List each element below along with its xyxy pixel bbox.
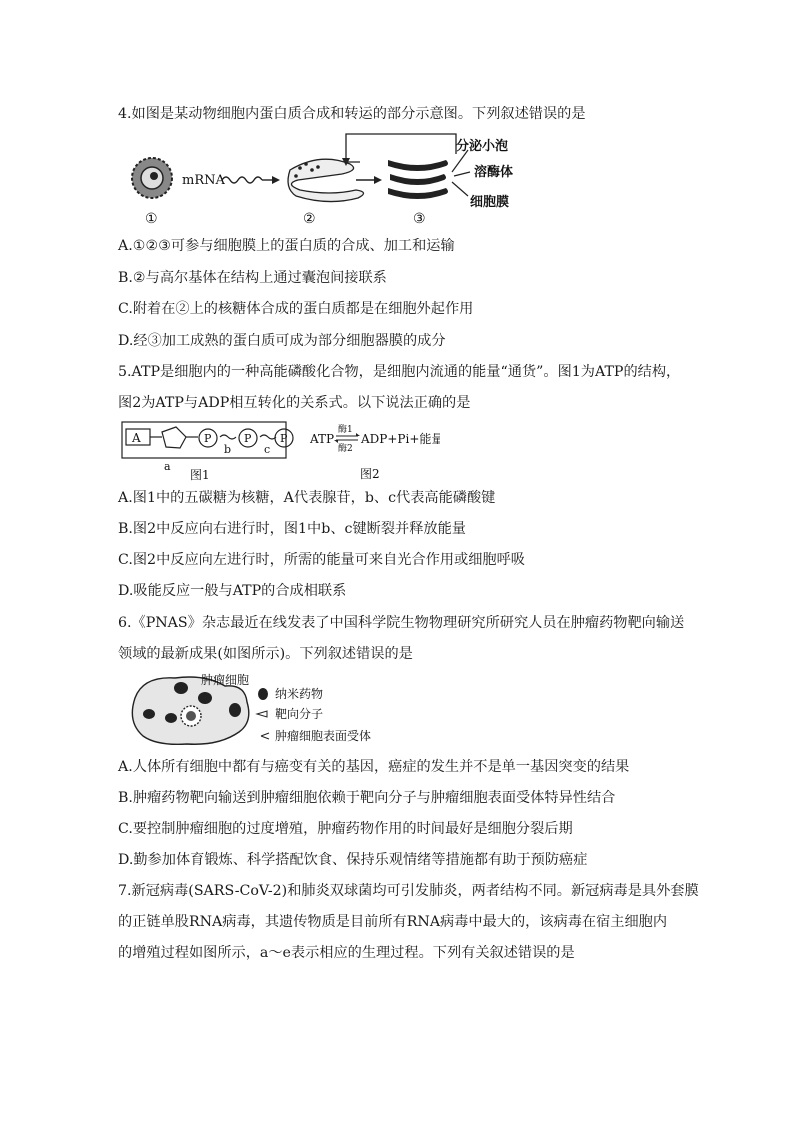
- q6-figure: [125, 668, 395, 750]
- q5-option-d: D.吸能反应一般与ATP的合成相联系: [118, 583, 347, 599]
- legend-receptor: 肿瘤细胞表面受体: [275, 729, 372, 743]
- q4-option-c: C.附着在②上的核糖体合成的蛋白质都是在细胞外起作用: [118, 301, 474, 317]
- phosphate-1: P: [204, 432, 212, 445]
- num-2: ②: [303, 211, 316, 227]
- q7-stem-line3: 的增殖过程如图所示，a～e表示相应的生理过程。下列有关叙述错误的是: [118, 945, 575, 961]
- q6-option-c: C.要控制肿瘤细胞的过度增殖，肿瘤药物作用的时间最好是细胞分裂后期: [118, 821, 573, 837]
- q4-stem: 4.如图是某动物细胞内蛋白质合成和转运的部分示意图。下列叙述错误的是: [118, 106, 586, 122]
- targeting-molecule-icon: [257, 711, 267, 717]
- q4-figure: [120, 130, 540, 230]
- num-1: ①: [145, 211, 158, 227]
- bond-c-label: c: [264, 443, 271, 456]
- q6-stem-line1: 6.《PNAS》杂志最近在线发表了中国科学院生物物理研究所研究人员在肿瘤药物靶向输送: [118, 615, 685, 631]
- q6-option-a: A.人体所有细胞中都有与癌变有关的基因，癌症的发生并不是单一基因突变的结果: [118, 759, 630, 775]
- q6-stem-line2: 领域的最新成果(如图所示)。下列叙述错误的是: [118, 646, 413, 662]
- q5-stem-line2: 图2为ATP与ADP相互转化的关系式。以下说法正确的是: [118, 395, 471, 411]
- ribose-pentagon-icon: [162, 427, 186, 448]
- q5-option-a: A.图1中的五碳糖为核糖，A代表腺苷，b、c代表高能磷酸键: [118, 490, 496, 506]
- legend-nanodrug: 纳米药物: [275, 687, 324, 701]
- q4-option-a: A.①②③可参与细胞膜上的蛋白质的合成、加工和运输: [118, 238, 455, 254]
- q5-option-b: B.图2中反应向右进行时，图1中b、c键断裂并释放能量: [118, 521, 466, 537]
- q6-option-d: D.勤参加体育锻炼、科学搭配饮食、保持乐观情绪等措施都有助于预防癌症: [118, 852, 588, 868]
- num-3: ③: [413, 211, 426, 227]
- golgi-apparatus-icon: [388, 160, 448, 199]
- eq-atp: ATP: [310, 432, 335, 446]
- legend-targeting: 靶向分子: [275, 707, 324, 721]
- enzyme1-label: 酶1: [338, 425, 353, 435]
- bond-a-label: a: [164, 460, 171, 473]
- phosphate-2: P: [244, 432, 252, 445]
- adenine-box: A: [132, 431, 141, 445]
- q7-stem-line2: 的正链单股RNA病毒，其遗传物质是目前所有RNA病毒中最大的，该病毒在宿主细胞内: [118, 914, 668, 930]
- q4-option-b: B.②与高尔基体在结构上通过囊泡间接联系: [118, 270, 387, 286]
- fig2-caption: 图2: [360, 467, 380, 481]
- q7-stem-line1: 7.新冠病毒(SARS-CoV-2)和肺炎双球菌均可引发肺炎，两者结构不同。新冠病毒是具外套膜: [118, 883, 699, 899]
- q5-option-c: C.图2中反应向左进行时，所需的能量可来自光合作用或细胞呼吸: [118, 552, 525, 568]
- q5-figure: [120, 420, 440, 482]
- q6-option-b: B.肿瘤药物靶向输送到肿瘤细胞依赖于靶向分子与肿瘤细胞表面受体特异性结合: [118, 790, 616, 806]
- q5-stem-line1: 5.ATP是细胞内的一种高能磷酸化合物，是细胞内流通的能量“通货”。图1为ATP的结构，: [118, 364, 681, 380]
- eq-products: ADP+Pi+能量: [361, 432, 440, 446]
- receptor-icon: [261, 733, 269, 739]
- enzyme2-label: 酶2: [338, 444, 353, 454]
- tumor-cell-label: 肿瘤细胞: [201, 673, 250, 687]
- label-cell-membrane: 细胞膜: [470, 195, 510, 210]
- label-lysosome: 溶酶体: [474, 165, 514, 180]
- mrna-label: mRNA: [182, 173, 225, 188]
- phosphate-3: P: [280, 432, 288, 445]
- nanodrug-icon: [258, 688, 268, 700]
- fig1-caption: 图1: [190, 468, 210, 482]
- bond-b-label: b: [224, 443, 232, 456]
- endoplasmic-reticulum-icon: [288, 159, 364, 201]
- label-secretory-vesicle: 分泌小泡: [456, 139, 509, 154]
- nucleus-cell-icon: [132, 158, 172, 198]
- q4-option-d: D.经③加工成熟的蛋白质可成为部分细胞器膜的成分: [118, 333, 446, 349]
